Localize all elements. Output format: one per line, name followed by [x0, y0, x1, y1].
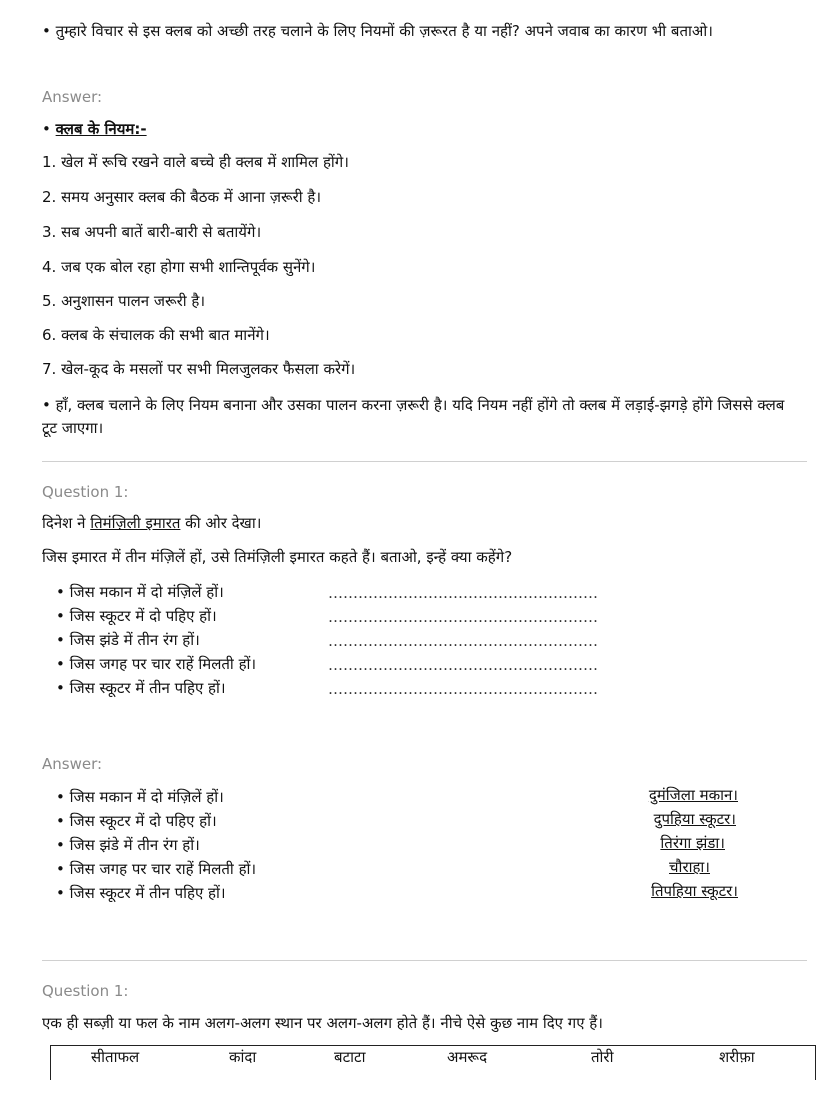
answer-label: Answer:: [42, 88, 103, 106]
table-header-cell: सीताफल: [91, 1048, 140, 1066]
table-header-cell: कांदा: [229, 1048, 257, 1066]
answer-blank: ………………………………………………: [328, 608, 598, 626]
answer-blank: ………………………………………………: [328, 632, 598, 650]
table-header-cell: अमरूद: [447, 1048, 488, 1066]
table-header-cell: शरीफ़ा: [719, 1048, 755, 1066]
question-item: • जिस जगह पर चार राहें मिलती हों।: [56, 655, 257, 673]
section-divider: [42, 461, 807, 462]
answer-blank: ………………………………………………: [328, 680, 598, 698]
question-line-text: दिनेश ने: [42, 514, 91, 532]
rule-item: 7. खेल-कूद के मसलों पर सभी मिलजुलकर फैसला करेगें।: [42, 360, 356, 378]
question-item: • जिस झंडे में तीन रंग हों।: [56, 631, 200, 649]
question-label: Question 1:: [42, 982, 129, 1000]
question-label: Question 1:: [42, 483, 129, 501]
answer-item: • जिस मकान में दो मंज़िलें हों।: [56, 788, 224, 806]
underlined-term: तिमंज़िली इमारत: [90, 514, 181, 532]
question-item: • जिस मकान में दो मंज़िलें हों।: [56, 583, 224, 601]
rule-item: 4. जब एक बोल रहा होगा सभी शान्तिपूर्वक सुनेंगे।: [42, 258, 316, 276]
answer-value: दुपहिया स्कूटर।: [653, 810, 736, 828]
table-header-cell: तोरी: [591, 1048, 614, 1066]
question-item: • जिस स्कूटर में दो पहिए हों।: [56, 607, 217, 625]
question-line: [42, 512, 261, 535]
answer-label: Answer:: [42, 755, 103, 773]
question-text: एक ही सब्ज़ी या फल के नाम अलग-अलग स्थान पर अलग-अलग होते हैं। नीचे ऐसे कुछ नाम दिए गए हैं।: [42, 1014, 603, 1032]
rule-item: 1. खेल में रूचि रखने वाले बच्चे ही क्लब में शामिल होंगे।: [42, 153, 349, 171]
rule-item: 6. क्लब के संचालक की सभी बात मानेंगे।: [42, 326, 270, 344]
answer-conclusion: • हाँ, क्लब चलाने के लिए नियम बनाना और उसका पालन करना ज़रूरी है। यदि नियम नहीं होंगे तो क्लब में लड़ाई-झगड़े होंगे जिससे क्लब टूट जाएगा।: [42, 396, 785, 437]
question-line: जिस इमारत में तीन मंज़िलें हों, उसे तिमंज़िली इमारत कहते हैं। बताओ, इन्हें क्या कहेंगे?: [42, 548, 513, 566]
rule-item: 2. समय अनुसार क्लब की बैठक में आना ज़रूरी है।: [42, 188, 322, 206]
question-item: • जिस स्कूटर में तीन पहिए हों।: [56, 679, 226, 697]
rules-heading-text: क्लब के नियम:-: [55, 120, 147, 138]
answer-value: तिरंगा झंडा।: [660, 834, 725, 852]
rule-item: 3. सब अपनी बातें बारी-बारी से बतायेंगे।: [42, 223, 262, 241]
rules-heading: [42, 118, 147, 141]
answer-item: • जिस जगह पर चार राहें मिलती हों।: [56, 860, 257, 878]
answer-value: दुमंजिला मकान।: [648, 786, 738, 804]
question-line-text: की ओर देखा।: [180, 514, 262, 532]
answer-value: तिपहिया स्कूटर।: [651, 882, 738, 900]
heading-bullet: •: [42, 120, 56, 138]
answer-blank: ………………………………………………: [328, 584, 598, 602]
answer-item: • जिस स्कूटर में दो पहिए हों।: [56, 812, 217, 830]
answer-item: • जिस स्कूटर में तीन पहिए हों।: [56, 884, 226, 902]
table-header-cell: बटाटा: [334, 1048, 366, 1066]
rule-item: 5. अनुशासन पालन जरूरी है।: [42, 292, 206, 310]
answer-item: • जिस झंडे में तीन रंग हों।: [56, 836, 200, 854]
section-divider: [42, 960, 807, 961]
answer-value: चौराहा।: [669, 858, 710, 876]
answer-blank: ………………………………………………: [328, 656, 598, 674]
question-text: • तुम्हारे विचार से इस क्लब को अच्छी तरह चलाने के लिए नियमों की ज़रूरत है या नहीं? अपने जवाब का कारण भी बताओ।: [42, 22, 713, 40]
names-table: [50, 1045, 816, 1080]
